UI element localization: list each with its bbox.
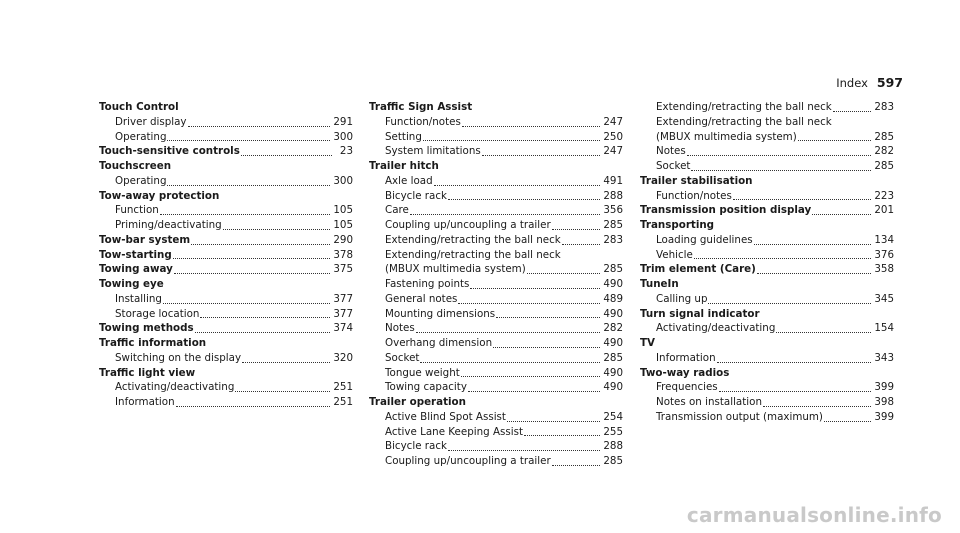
entry-label: (MBUX multimedia system) — [385, 263, 526, 276]
index-entry[interactable] — [640, 395, 894, 410]
dot-leader — [833, 111, 872, 112]
dot-leader — [163, 303, 330, 304]
index-heading-entry[interactable] — [640, 262, 894, 277]
dot-leader — [235, 391, 330, 392]
index-heading-entry[interactable] — [99, 321, 353, 336]
entry-page-number: 282 — [603, 322, 623, 335]
entry-label: Transmission output (maximum) — [656, 410, 823, 423]
index-entry[interactable] — [640, 351, 894, 366]
entry-page-number: 247 — [603, 115, 623, 128]
entry-label: Calling up — [656, 292, 708, 305]
entry-label: Operating — [115, 174, 167, 187]
entry-label: Tongue weight — [385, 366, 460, 379]
dot-leader — [482, 155, 601, 156]
index-entry[interactable] — [640, 380, 894, 395]
index-heading: Trailer stabilisation — [640, 174, 753, 187]
entry-label: Extending/retracting the ball neck — [656, 101, 832, 113]
index-entry[interactable] — [369, 454, 623, 469]
entry-label: Notes on installation — [656, 396, 762, 408]
entry-page-number: 399 — [874, 381, 894, 394]
index-entry[interactable] — [369, 218, 623, 233]
entry-page-number: 105 — [333, 204, 353, 217]
index-heading: Towing eye — [99, 278, 164, 290]
entry-page-number: 320 — [333, 351, 353, 364]
entry-page-number: 247 — [603, 145, 623, 158]
entry-page-number: 375 — [333, 263, 353, 276]
entry-label: Notes — [385, 322, 415, 335]
entry-page-number: 105 — [333, 219, 353, 231]
dot-leader — [173, 258, 331, 259]
index-entry[interactable] — [640, 292, 894, 307]
entry-page-number: 285 — [874, 130, 894, 143]
index-heading: Traffic light view — [99, 366, 196, 379]
index-entry[interactable] — [640, 159, 894, 174]
index-heading: Touch Control — [99, 101, 179, 113]
entry-label: Driver display — [115, 115, 187, 128]
entry-page-number: 134 — [874, 233, 894, 246]
index-entry[interactable] — [99, 292, 353, 307]
entry-page-number: 490 — [603, 307, 623, 320]
entry-page-number: 251 — [333, 396, 353, 408]
index-entry[interactable] — [640, 130, 894, 145]
entry-label: Function/notes — [656, 189, 732, 202]
entry-label: Fastening points — [385, 278, 470, 290]
entry-label: Storage location — [115, 307, 200, 320]
index-entry[interactable] — [369, 277, 623, 292]
page-header — [836, 75, 903, 90]
index-entry[interactable] — [369, 144, 623, 159]
dot-leader — [754, 244, 872, 245]
entry-page-number: 285 — [603, 263, 623, 276]
dot-leader — [462, 126, 601, 127]
index-entry[interactable] — [369, 321, 623, 336]
index-heading-entry[interactable] — [99, 248, 353, 263]
index-entry[interactable] — [640, 144, 894, 159]
entry-label: Information — [656, 351, 716, 364]
entry-label: Frequencies — [656, 381, 718, 394]
dot-leader — [223, 229, 331, 230]
index-heading-entry[interactable] — [99, 262, 353, 277]
dot-leader — [757, 273, 872, 274]
entry-page-number: 300 — [333, 174, 353, 187]
entry-label: Socket — [385, 351, 420, 364]
entry-label: Activating/deactivating — [115, 381, 235, 394]
entry-label: Socket — [656, 160, 691, 172]
dot-leader — [423, 140, 600, 141]
entry-label: Loading guidelines — [656, 233, 753, 246]
dot-leader — [763, 406, 871, 407]
index-entry[interactable] — [369, 189, 623, 204]
index-column-2 — [369, 100, 623, 469]
index-entry[interactable] — [640, 248, 894, 263]
entry-page-number: 288 — [603, 189, 623, 202]
entry-label: Mounting dimensions — [385, 307, 496, 320]
index-entry[interactable] — [640, 233, 894, 248]
dot-leader — [448, 199, 600, 200]
index-entry[interactable] — [369, 425, 623, 440]
entry-label: Operating — [115, 130, 167, 143]
entry-label: Notes — [656, 145, 686, 158]
dot-leader — [461, 376, 601, 377]
index-entry[interactable] — [99, 115, 353, 130]
dot-leader — [200, 317, 330, 318]
entry-page-number: 490 — [603, 366, 623, 379]
dot-leader — [552, 465, 601, 466]
dot-leader — [719, 391, 872, 392]
entry-page-number: 290 — [333, 233, 353, 246]
entry-page-number: 283 — [603, 233, 623, 246]
entry-page-number: 490 — [603, 337, 623, 349]
entry-page-number: 300 — [333, 130, 353, 143]
index-entry[interactable] — [99, 174, 353, 189]
entry-page-number: 343 — [874, 351, 894, 364]
entry-label: Tow-bar system — [99, 233, 191, 246]
entry-label: Vehicle — [656, 248, 693, 261]
dot-leader — [420, 362, 600, 363]
entry-page-number: 201 — [874, 204, 894, 217]
entry-label: Transmission position display — [640, 204, 812, 217]
entry-label: Tow-starting — [99, 248, 172, 261]
index-entry[interactable] — [99, 351, 353, 366]
entry-label: Care — [385, 204, 409, 217]
entry-page-number: 282 — [874, 145, 894, 158]
entry-page-number: 356 — [603, 204, 623, 217]
dot-leader — [174, 273, 330, 274]
dot-leader — [496, 317, 600, 318]
entry-label: Installing — [115, 292, 162, 305]
dot-leader — [416, 332, 601, 333]
index-entry[interactable] — [369, 292, 623, 307]
entry-label: (MBUX multimedia system) — [656, 130, 797, 143]
entry-page-number: 223 — [874, 189, 894, 202]
entry-page-number: 374 — [333, 322, 353, 335]
index-entry[interactable] — [640, 410, 894, 425]
entry-page-number: 283 — [874, 101, 894, 113]
dot-leader — [733, 199, 872, 200]
index-heading: Turn signal indicator — [640, 307, 760, 320]
index-entry[interactable] — [369, 203, 623, 218]
dot-leader — [562, 244, 601, 245]
index-entry[interactable] — [99, 130, 353, 145]
entry-page-number: 378 — [333, 248, 353, 261]
dot-leader — [812, 214, 871, 215]
dot-leader — [167, 185, 330, 186]
entry-page-number: 490 — [603, 381, 623, 394]
entry-label: Setting — [385, 130, 422, 143]
dot-leader — [241, 155, 332, 156]
dot-leader — [470, 288, 600, 289]
dot-leader — [687, 155, 872, 156]
index-heading-entry[interactable] — [99, 144, 353, 159]
index-entry[interactable] — [369, 174, 623, 189]
entry-label: Extending/retracting the ball neck — [385, 233, 561, 246]
index-entry[interactable] — [369, 410, 623, 425]
index-entry[interactable] — [99, 380, 353, 395]
entry-label: Priming/deactivating — [115, 219, 222, 231]
index-entry[interactable] — [369, 262, 623, 277]
index-column-3 — [640, 100, 894, 425]
entry-label: Towing away — [99, 263, 173, 276]
entry-page-number: 489 — [603, 292, 623, 305]
index-heading-entry[interactable] — [640, 203, 894, 218]
entry-page-number: 291 — [333, 115, 353, 128]
entry-page-number: 285 — [603, 219, 623, 231]
entry-page-number: 285 — [603, 455, 623, 467]
entry-page-number: 490 — [603, 278, 623, 290]
watermark: carmanualsonline.info — [686, 503, 942, 527]
dot-leader — [176, 406, 331, 407]
dot-leader — [717, 362, 872, 363]
dot-leader — [507, 421, 600, 422]
index-entry[interactable] — [99, 218, 353, 233]
dot-leader — [527, 273, 601, 274]
dot-leader — [188, 126, 331, 127]
index-entry[interactable] — [369, 233, 623, 248]
entry-page-number: 377 — [333, 307, 353, 320]
entry-label: Function — [115, 204, 159, 217]
dot-leader — [468, 391, 600, 392]
index-entry[interactable] — [369, 380, 623, 395]
index-entry-continued: Extending/retracting the ball neck — [656, 115, 832, 128]
index-entry-continued: Extending/retracting the ball neck — [385, 248, 561, 261]
entry-label: General notes — [385, 292, 458, 305]
dot-leader — [458, 303, 600, 304]
dot-leader — [552, 229, 601, 230]
index-heading: Traffic Sign Assist — [369, 101, 473, 113]
dot-leader — [691, 170, 871, 171]
entry-page-number: 255 — [603, 425, 623, 438]
index-column-1 — [99, 100, 353, 410]
index-entry[interactable] — [640, 321, 894, 336]
index-heading: Traffic information — [99, 337, 207, 349]
entry-page-number: 154 — [874, 322, 894, 335]
dot-leader — [493, 347, 600, 348]
index-entry[interactable] — [369, 130, 623, 145]
index-heading: Transporting — [640, 219, 715, 231]
entry-label: Towing methods — [99, 322, 194, 335]
dot-leader — [242, 362, 330, 363]
dot-leader — [167, 140, 330, 141]
entry-label: Towing capacity — [385, 381, 467, 394]
index-heading: Tow-away protection — [99, 189, 220, 202]
entry-label: Activating/deactivating — [656, 322, 776, 335]
index-heading: Touchscreen — [99, 160, 172, 172]
index-heading-entry[interactable] — [99, 233, 353, 248]
entry-page-number: 23 — [339, 145, 353, 158]
dot-leader — [448, 450, 600, 451]
entry-label: Switching on the display — [115, 351, 242, 364]
index-entry[interactable] — [369, 351, 623, 366]
entry-label: System limitations — [385, 145, 481, 158]
dot-leader — [694, 258, 872, 259]
entry-label: Function/notes — [385, 115, 461, 128]
index-heading: Trailer hitch — [369, 160, 439, 172]
entry-label: Coupling up/uncoupling a trailer — [385, 455, 551, 467]
index-heading: Trailer operation — [369, 396, 466, 408]
entry-page-number: 250 — [603, 130, 623, 143]
entry-label: Active Blind Spot Assist — [385, 410, 506, 423]
index-heading: Two-way radios — [640, 366, 730, 379]
dot-leader — [160, 214, 331, 215]
entry-page-number: 358 — [874, 263, 894, 276]
entry-page-number: 251 — [333, 381, 353, 394]
dot-leader — [195, 332, 331, 333]
entry-label: Touch-sensitive controls — [99, 145, 240, 158]
entry-page-number: 376 — [874, 248, 894, 261]
entry-label: Axle load — [385, 174, 433, 187]
index-heading: TuneIn — [640, 278, 679, 290]
entry-label: Overhang dimension — [385, 337, 493, 349]
entry-page-number: 399 — [874, 410, 894, 423]
index-entry[interactable] — [369, 307, 623, 322]
dot-leader — [410, 214, 601, 215]
index-entry[interactable] — [99, 395, 353, 410]
entry-label: Bicycle rack — [385, 440, 447, 453]
page-number: 597 — [876, 75, 903, 90]
entry-label: Active Lane Keeping Assist — [385, 425, 523, 438]
dot-leader — [776, 332, 871, 333]
index-entry[interactable] — [369, 366, 623, 381]
index-entry[interactable] — [640, 189, 894, 204]
dot-leader — [434, 185, 601, 186]
dot-leader — [524, 435, 600, 436]
index-entry[interactable] — [369, 115, 623, 130]
dot-leader — [798, 140, 872, 141]
entry-page-number: 377 — [333, 292, 353, 305]
entry-page-number: 398 — [874, 396, 894, 408]
index-entry[interactable] — [99, 203, 353, 218]
dot-leader — [191, 244, 330, 245]
entry-page-number: 254 — [603, 410, 623, 423]
entry-page-number: 345 — [874, 292, 894, 305]
index-entry[interactable] — [640, 100, 894, 115]
entry-label: Bicycle rack — [385, 189, 447, 202]
dot-leader — [824, 421, 871, 422]
index-entry[interactable] — [369, 336, 623, 351]
header-title: Index — [836, 76, 868, 90]
entry-page-number: 285 — [603, 351, 623, 364]
entry-label: Information — [115, 396, 175, 408]
index-entry[interactable] — [369, 439, 623, 454]
entry-page-number: 288 — [603, 440, 623, 453]
entry-page-number: 285 — [874, 160, 894, 172]
entry-label: Trim element (Care) — [640, 263, 756, 276]
index-entry[interactable] — [99, 307, 353, 322]
index-heading: TV — [640, 337, 655, 349]
dot-leader — [708, 303, 871, 304]
entry-page-number: 491 — [603, 174, 623, 187]
entry-label: Coupling up/uncoupling a trailer — [385, 219, 551, 231]
